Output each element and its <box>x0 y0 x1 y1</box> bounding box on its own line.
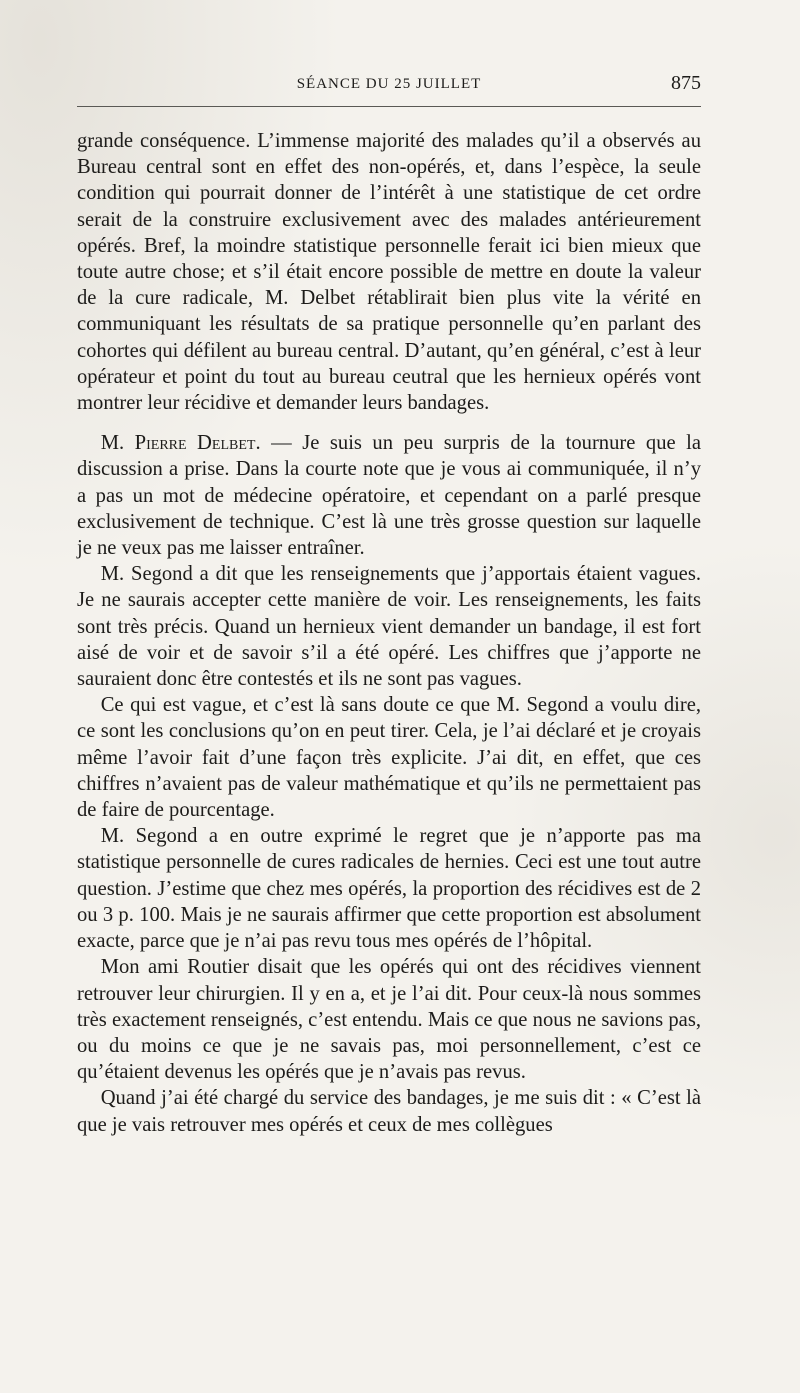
header-rule <box>77 106 701 107</box>
page-number: 875 <box>671 72 701 94</box>
running-title: SÉANCE DU 25 JUILLET <box>296 76 482 92</box>
paragraph-2 <box>77 430 701 561</box>
page-header <box>77 70 701 100</box>
paragraph-3: M. Segond a dit que les renseignements que j’apportais étaient vagues. Je ne saurais accepter cette manière de voir. Les renseignements, les faits sont très précis. Quand un hernieux vient demander un bandage, il est fort aisé de voir et de savoir s’il a été opéré. Les chiffres que j’apporte ne sauraient donc être contestés et ils ne sont pas vagues. <box>77 563 701 691</box>
paragraph-7: Quand j’ai été chargé du service des bandages, je me suis dit : « C’est là que je vais retrouver mes opérés et ceux de mes collègues <box>77 1087 701 1136</box>
body-text <box>77 128 701 1138</box>
paragraph-4: Ce qui est vague, et c’est là sans doute ce que M. Segond a voulu dire, ce sont les conclusions qu’on en peut tirer. Cela, je l’ai déclaré et je croyais même l’avoir fait d’une façon très explicite. J’ai dit, en effet, que ces chiffres n’avaient pas de valeur mathématique et qu’ils ne permettaient pas de faire de pourcentage. <box>77 694 701 822</box>
paragraph-5: M. Segond a en outre exprimé le regret que je n’apporte pas ma statistique personnelle de cures radicales de hernies. Ceci est une tout autre question. J’estime que chez mes opérés, la proportion des récidives est de 2 ou 3 p. 100. Mais je ne saurais affirmer que cette proportion est absolument exacte, parce que je n’ai pas revu tous mes opérés de l’hôpital. <box>77 825 701 953</box>
paragraph-2-text: — Je suis un peu surpris de la tournure que la discussion a prise. Dans la courte note que je vous ai communiquée, il n’y a pas un mot de médecine opératoire, et cependant on a parlé presque exclusivement de technique. C’est là une très grosse question sur laquelle je ne veux pas me laisser entraîner. <box>77 432 702 560</box>
speaker-name: M. Pierre Delbet. <box>100 432 261 455</box>
paragraph-6: Mon ami Routier disait que les opérés qui ont des récidives viennent retrouver leur chirurgien. Il y en a, et je l’ai dit. Pour ceux-là nous sommes très exactement renseignés, c’est entendu. Mais ce que nous ne savions pas, ou du moins ce que je ne savais pas, moi personnellement, c’est ce qu’étaient devenus les opérés que je n’avais pas revus. <box>77 956 701 1084</box>
paragraph-1: grande conséquence. L’immense majorité des malades qu’il a observés au Bureau central sont en effet des non-opérés, et, dans l’espèce, la seule condition qui pourrait donner de l’intérêt à une statistique de cet ordre serait de la construire exclusivement avec des malades antérieurement opérés. Bref, la moindre statistique personnelle ferait ici bien mieux que toute autre chose; et s’il était encore possible de mettre en doute la valeur de la cure radicale, M. Delbet rétablirait bien plus vite la vérité en communiquant les résultats de sa pratique personnelle qu’en parlant des cohortes qui défilent au bureau central. D’autant, qu’en général, c’est à leur opérateur et point du tout au bureau ceutral que les hernieux opérés vont montrer leur récidive et demander leurs bandages. <box>77 130 701 415</box>
